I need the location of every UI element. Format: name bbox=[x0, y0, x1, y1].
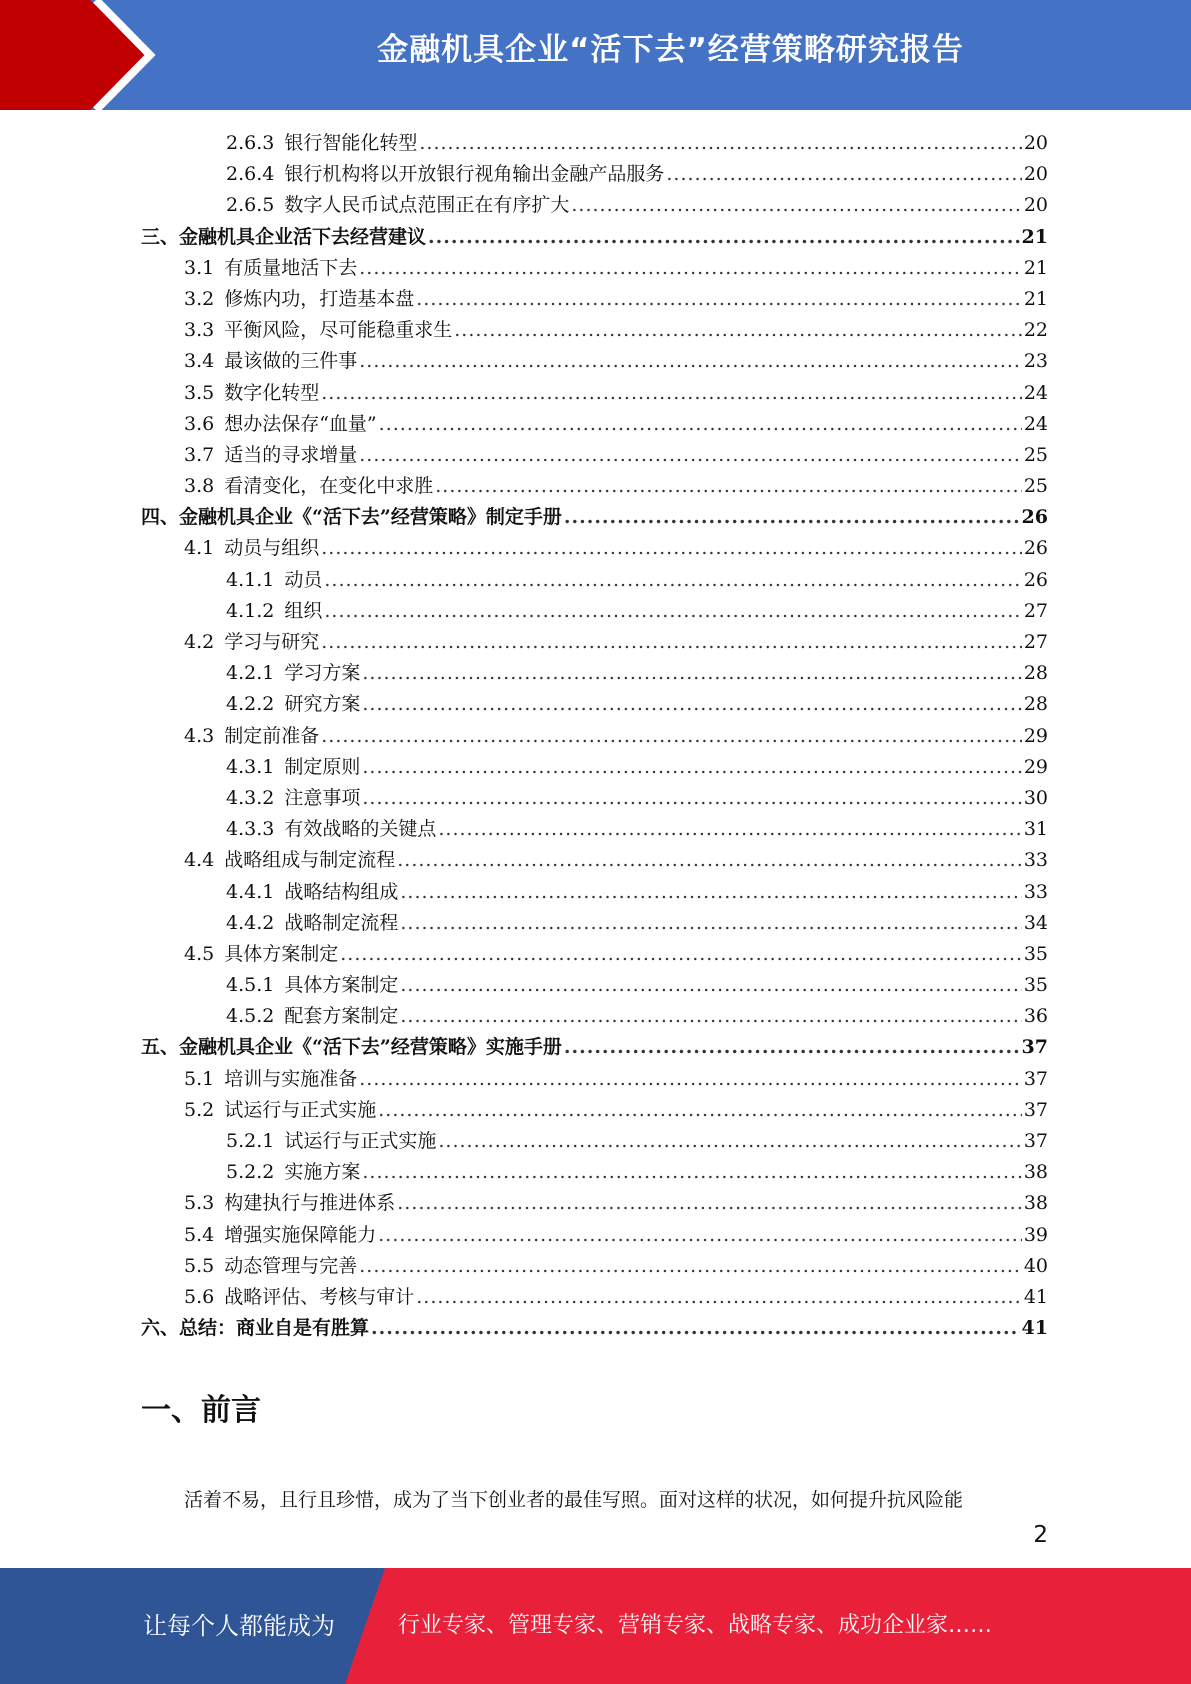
toc-entry-label: 组织 bbox=[284, 599, 323, 622]
toc-entry-page: 26 bbox=[1021, 506, 1048, 529]
toc-entry-label: 动员 bbox=[284, 568, 323, 591]
toc-entry-label: 战略组成与制定流程 bbox=[224, 849, 396, 872]
toc-entry-label: 银行机构将以开放银行视角输出金融产品服务 bbox=[284, 163, 665, 186]
toc-entry[interactable] bbox=[141, 378, 1048, 409]
toc-entry-number: 4.3.3 bbox=[226, 818, 275, 841]
toc-entry-page: 25 bbox=[1023, 475, 1048, 498]
toc-dot-leader bbox=[362, 1157, 1021, 1188]
toc-dot-leader bbox=[428, 222, 1020, 253]
toc-entry[interactable] bbox=[141, 689, 1048, 720]
body-paragraph: 活着不易，且行且珍惜，成为了当下创业者的最佳写照。面对这样的状况，如何提升抗风险能 bbox=[184, 1489, 964, 1511]
toc-entry-label: 六、总结：商业自是有胜算 bbox=[141, 1317, 370, 1340]
section-heading: 一、前言 bbox=[141, 1393, 261, 1428]
toc-entry-page: 41 bbox=[1021, 1317, 1048, 1340]
toc-entry-label: 培训与实施准备 bbox=[224, 1067, 358, 1090]
toc-entry[interactable] bbox=[141, 658, 1048, 689]
toc-entry-number: 2.6.5 bbox=[226, 194, 275, 217]
toc-entry-page: 26 bbox=[1023, 568, 1048, 591]
toc-entry-label: 具体方案制定 bbox=[224, 942, 339, 965]
toc-entry-number: 5.1 bbox=[184, 1067, 215, 1090]
toc-entry[interactable] bbox=[141, 970, 1048, 1001]
toc-entry-label: 动态管理与完善 bbox=[224, 1254, 358, 1277]
toc-entry-page: 29 bbox=[1023, 755, 1048, 778]
toc-entry[interactable] bbox=[141, 1126, 1048, 1157]
toc-entry-number: 4.4.1 bbox=[226, 880, 275, 903]
toc-dot-leader bbox=[400, 877, 1021, 908]
toc-entry[interactable] bbox=[141, 346, 1048, 377]
toc-dot-leader bbox=[359, 253, 1022, 284]
toc-entry-page: 27 bbox=[1023, 631, 1048, 653]
toc-entry-number: 4.2.1 bbox=[226, 662, 275, 685]
toc-dot-leader bbox=[378, 1095, 1022, 1126]
toc-entry-label: 修炼内功，打造基本盘 bbox=[224, 287, 415, 310]
toc-dot-leader bbox=[564, 1032, 1020, 1063]
toc-entry-page: 36 bbox=[1023, 1005, 1048, 1028]
toc-entry[interactable] bbox=[141, 190, 1048, 221]
toc-entry-number: 3.2 bbox=[184, 287, 215, 310]
toc-entry-page: 40 bbox=[1023, 1254, 1048, 1277]
toc-entry[interactable] bbox=[141, 783, 1048, 814]
toc-entry-page: 38 bbox=[1023, 1192, 1048, 1215]
toc-entry-number: 3.6 bbox=[184, 412, 215, 435]
page-header bbox=[0, 0, 1191, 110]
toc-entry-label: 看清变化，在变化中求胜 bbox=[224, 475, 434, 498]
toc-entry-label: 想办法保存“血量” bbox=[224, 412, 377, 435]
toc-dot-leader bbox=[666, 159, 1021, 190]
toc-entry-label: 实施方案 bbox=[284, 1161, 361, 1184]
toc-entry-page: 20 bbox=[1023, 163, 1048, 186]
toc-entry[interactable] bbox=[141, 284, 1048, 315]
toc-entry-label: 制定前准备 bbox=[224, 724, 320, 747]
toc-dot-leader bbox=[321, 721, 1022, 752]
toc-entry-page: 21 bbox=[1023, 287, 1048, 310]
toc-dot-leader bbox=[362, 783, 1021, 814]
toc-entry-label: 适当的寻求增量 bbox=[224, 443, 358, 466]
toc-entry-label: 配套方案制定 bbox=[284, 1005, 399, 1028]
toc-entry-page: 22 bbox=[1023, 319, 1048, 342]
toc-entry-number: 5.2.2 bbox=[226, 1161, 275, 1184]
toc-entry-page: 20 bbox=[1023, 132, 1048, 154]
toc-entry[interactable] bbox=[141, 159, 1048, 190]
toc-entry-label: 战略评估、考核与审计 bbox=[224, 1285, 415, 1308]
toc-entry-number: 4.3.1 bbox=[226, 755, 275, 778]
toc-entry[interactable] bbox=[141, 908, 1048, 939]
toc-dot-leader bbox=[416, 284, 1022, 315]
page-number: 2 bbox=[1033, 1522, 1048, 1548]
toc-entry-number: 4.4 bbox=[184, 849, 215, 872]
toc-dot-leader bbox=[321, 378, 1022, 409]
toc-entry-label: 研究方案 bbox=[284, 693, 361, 716]
toc-dot-leader bbox=[378, 1220, 1022, 1251]
toc-dot-leader bbox=[438, 1126, 1021, 1157]
toc-entry[interactable] bbox=[141, 1095, 1048, 1126]
toc-entry[interactable] bbox=[141, 814, 1048, 845]
toc-entry-label: 动员与组织 bbox=[224, 537, 320, 560]
toc-entry-number: 4.5 bbox=[184, 942, 215, 965]
toc-entry-label: 学习与研究 bbox=[224, 631, 320, 653]
toc-entry-label: 制定原则 bbox=[284, 755, 361, 778]
toc-entry-label: 数字人民币试点范围正在有序扩大 bbox=[284, 194, 570, 217]
toc-entry[interactable] bbox=[141, 1157, 1048, 1188]
toc-entry-page: 39 bbox=[1023, 1223, 1048, 1246]
toc-entry-number: 4.2.2 bbox=[226, 693, 275, 716]
toc-dot-leader bbox=[397, 845, 1022, 876]
toc-entry-number: 5.5 bbox=[184, 1254, 215, 1277]
toc-entry-number: 2.6.4 bbox=[226, 163, 275, 186]
toc-entry-page: 38 bbox=[1023, 1161, 1048, 1184]
toc-entry[interactable] bbox=[141, 721, 1048, 752]
toc-entry[interactable] bbox=[141, 440, 1048, 471]
toc-entry[interactable] bbox=[141, 533, 1048, 564]
toc-dot-leader bbox=[371, 1313, 1020, 1344]
toc-entry[interactable] bbox=[141, 409, 1048, 440]
toc-entry[interactable] bbox=[141, 128, 1048, 159]
toc-entry-number: 5.6 bbox=[184, 1285, 215, 1308]
toc-entry-label: 银行智能化转型 bbox=[284, 132, 418, 154]
toc-entry[interactable] bbox=[141, 627, 1048, 658]
toc-entry-page: 30 bbox=[1023, 786, 1048, 809]
toc-dot-leader bbox=[340, 939, 1022, 970]
toc-entry-number: 4.1.2 bbox=[226, 599, 275, 622]
toc-entry-number: 5.2 bbox=[184, 1098, 215, 1121]
toc-entry-number: 4.3 bbox=[184, 724, 215, 747]
toc-dot-leader bbox=[359, 1064, 1022, 1095]
toc-entry-number: 4.4.2 bbox=[226, 911, 275, 934]
toc-entry-page: 27 bbox=[1023, 599, 1048, 622]
toc-entry-label: 最该做的三件事 bbox=[224, 350, 358, 373]
toc-dot-leader bbox=[321, 533, 1022, 564]
footer-slogan-left: 让每个人都能成为 bbox=[143, 1612, 335, 1640]
toc-entry[interactable] bbox=[141, 1282, 1048, 1313]
footer-slogan-right: 行业专家、管理专家、营销专家、战略专家、成功企业家…… bbox=[398, 1613, 993, 1638]
toc-dot-leader bbox=[435, 471, 1022, 502]
toc-entry-label: 三、金融机具企业活下去经营建议 bbox=[141, 225, 427, 248]
toc-entry-page: 29 bbox=[1023, 724, 1048, 747]
toc-entry-page: 20 bbox=[1023, 194, 1048, 217]
toc-entry-page: 21 bbox=[1023, 256, 1048, 279]
toc-entry-page: 28 bbox=[1023, 662, 1048, 685]
toc-entry-page: 24 bbox=[1023, 381, 1048, 404]
toc-entry[interactable] bbox=[141, 1001, 1048, 1032]
toc-entry-page: 28 bbox=[1023, 693, 1048, 716]
toc-entry-label: 数字化转型 bbox=[224, 381, 320, 404]
toc-entry-page: 26 bbox=[1023, 537, 1048, 560]
toc-dot-leader bbox=[362, 752, 1021, 783]
toc-entry-label: 注意事项 bbox=[284, 786, 361, 809]
toc-entry-number: 5.2.1 bbox=[226, 1130, 275, 1152]
toc-entry-page: 33 bbox=[1023, 880, 1048, 903]
toc-entry-page: 33 bbox=[1023, 849, 1048, 872]
toc-entry-label: 战略制定流程 bbox=[284, 911, 399, 934]
toc-dot-leader bbox=[454, 315, 1022, 346]
toc-entry-label: 五、金融机具企业《“活下去”经营策略》实施手册 bbox=[141, 1036, 562, 1059]
toc-dot-leader bbox=[362, 658, 1021, 689]
toc-entry-page: 21 bbox=[1021, 225, 1048, 248]
toc-dot-leader bbox=[400, 908, 1021, 939]
toc-dot-leader bbox=[564, 502, 1020, 533]
toc-entry[interactable] bbox=[141, 1220, 1048, 1251]
toc-entry[interactable] bbox=[141, 1313, 1048, 1344]
toc-entry-label: 增强实施保障能力 bbox=[224, 1223, 377, 1246]
toc-entry-label: 具体方案制定 bbox=[284, 974, 399, 997]
toc-entry-number: 3.8 bbox=[184, 475, 215, 498]
toc-entry-number: 2.6.3 bbox=[226, 132, 275, 154]
toc-entry-label: 试运行与正式实施 bbox=[284, 1130, 437, 1152]
toc-entry-number: 3.1 bbox=[184, 256, 215, 279]
toc-entry[interactable] bbox=[141, 1251, 1048, 1282]
toc-entry-page: 37 bbox=[1023, 1098, 1048, 1121]
toc-entry[interactable] bbox=[141, 845, 1048, 876]
toc-entry[interactable] bbox=[141, 877, 1048, 908]
toc-dot-leader bbox=[379, 409, 1022, 440]
toc-dot-leader bbox=[438, 814, 1021, 845]
toc-entry-page: 35 bbox=[1023, 974, 1048, 997]
toc-entry[interactable] bbox=[141, 1188, 1048, 1219]
toc-entry[interactable] bbox=[141, 222, 1048, 253]
toc-entry-page: 37 bbox=[1023, 1130, 1048, 1152]
toc-entry-label: 学习方案 bbox=[284, 662, 361, 685]
toc-entry-label: 战略结构组成 bbox=[284, 880, 399, 903]
toc-entry-label: 构建执行与推进体系 bbox=[224, 1192, 396, 1215]
toc-dot-leader bbox=[416, 1282, 1022, 1313]
toc-entry-page: 34 bbox=[1023, 911, 1048, 934]
toc-entry[interactable] bbox=[141, 253, 1048, 284]
toc-dot-leader bbox=[362, 689, 1021, 720]
toc-entry-label: 有效战略的关键点 bbox=[284, 818, 437, 841]
toc-entry[interactable] bbox=[141, 1064, 1048, 1095]
toc-entry-number: 4.3.2 bbox=[226, 786, 275, 809]
toc-dot-leader bbox=[419, 128, 1021, 159]
toc-entry-page: 35 bbox=[1023, 942, 1048, 965]
toc-entry-label: 平衡风险，尽可能稳重求生 bbox=[224, 319, 453, 342]
page-footer bbox=[0, 1568, 1191, 1684]
toc-entry-page: 31 bbox=[1023, 818, 1048, 841]
toc-dot-leader bbox=[359, 346, 1022, 377]
toc-entry-number: 3.7 bbox=[184, 443, 215, 466]
toc-entry[interactable] bbox=[141, 939, 1048, 970]
toc-entry-page: 25 bbox=[1023, 443, 1048, 466]
toc-entry[interactable] bbox=[141, 502, 1048, 533]
toc-entry-number: 4.2 bbox=[184, 631, 215, 653]
toc-entry-number: 4.5.2 bbox=[226, 1005, 275, 1028]
toc-entry-label: 有质量地活下去 bbox=[224, 256, 358, 279]
toc-entry-number: 4.1 bbox=[184, 537, 215, 560]
toc-entry-number: 4.1.1 bbox=[226, 568, 275, 591]
toc-dot-leader bbox=[324, 565, 1021, 596]
toc-dot-leader bbox=[359, 1251, 1022, 1282]
toc-dot-leader bbox=[321, 627, 1022, 658]
toc-entry[interactable] bbox=[141, 471, 1048, 502]
toc-entry[interactable] bbox=[141, 1032, 1048, 1063]
toc-dot-leader bbox=[397, 1188, 1022, 1219]
toc-entry-number: 4.5.1 bbox=[226, 974, 275, 997]
toc-entry-page: 23 bbox=[1023, 350, 1048, 373]
toc-entry-number: 3.4 bbox=[184, 350, 215, 373]
toc-entry-number: 3.5 bbox=[184, 381, 215, 404]
toc-entry-page: 37 bbox=[1023, 1067, 1048, 1090]
toc-dot-leader bbox=[400, 1001, 1021, 1032]
toc-entry-page: 41 bbox=[1023, 1285, 1048, 1308]
toc-dot-leader bbox=[400, 970, 1021, 1001]
toc-entry-number: 3.3 bbox=[184, 319, 215, 342]
toc-entry[interactable] bbox=[141, 315, 1048, 346]
toc-entry-label: 试运行与正式实施 bbox=[224, 1098, 377, 1121]
toc-entry[interactable] bbox=[141, 752, 1048, 783]
toc-entry-page: 37 bbox=[1021, 1036, 1048, 1059]
toc-dot-leader bbox=[571, 190, 1021, 221]
toc-entry[interactable] bbox=[141, 596, 1048, 627]
toc-entry[interactable] bbox=[141, 565, 1048, 596]
toc-entry-number: 5.3 bbox=[184, 1192, 215, 1215]
toc-entry-label: 四、金融机具企业《“活下去”经营策略》制定手册 bbox=[141, 506, 562, 529]
toc-dot-leader bbox=[324, 596, 1021, 627]
toc-entry-number: 5.4 bbox=[184, 1223, 215, 1246]
table-of-contents bbox=[141, 128, 1048, 1344]
toc-entry-page: 24 bbox=[1023, 412, 1048, 435]
toc-dot-leader bbox=[359, 440, 1022, 471]
document-title: 金融机具企业“活下去”经营策略研究报告 bbox=[377, 32, 964, 68]
